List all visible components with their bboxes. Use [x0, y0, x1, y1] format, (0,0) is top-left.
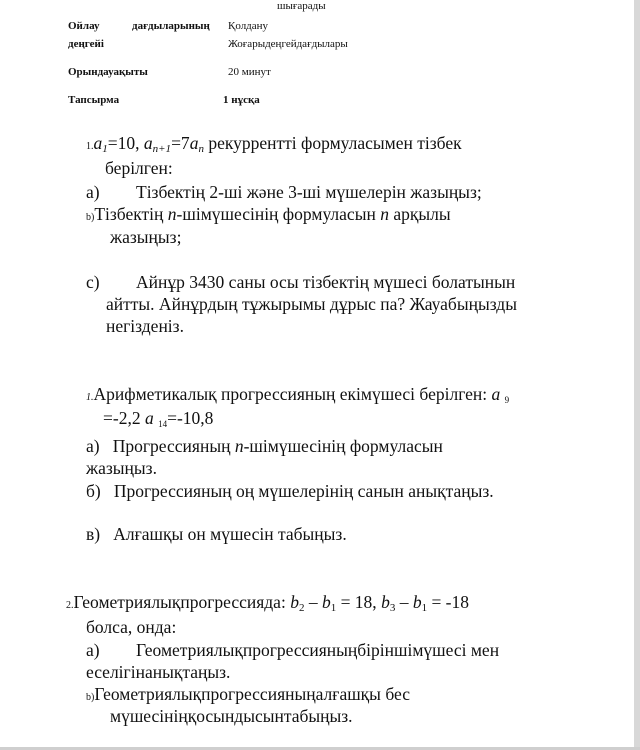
skill-label-3: деңгейі — [68, 38, 104, 50]
q1a-label: a) — [86, 182, 100, 202]
q3a-label: a) — [86, 640, 100, 660]
q3-line1: 2.Геометриялықпрогрессияда: $b_2 - b_1 = 18$, $b_3 - b_1 = -18$ — [66, 592, 470, 614]
q3a-text: Геометриялықпрогрессияныңбіріншімүшесі мен — [136, 640, 500, 660]
variant-label: 1 нұсқа — [223, 94, 260, 106]
q1c-label: c) — [86, 272, 100, 292]
q2a-line2: жазыңыз. — [86, 458, 157, 478]
q1c-line2: айтты. Айнұрдың тұжырымы дұрыс па? Жауабыңызды — [106, 294, 517, 314]
q2-line1: 1.Арифметикалық прогрессияның екімүшесі берілген: a $_9$ — [86, 384, 510, 405]
right-scan-edge — [634, 0, 640, 750]
q3a-line2: еселігінанықтаңыз. — [86, 662, 231, 682]
skill-value-1: Қолдану — [228, 20, 269, 32]
q1b-line1: b)Тізбектің n-шімүшесінің формуласын n арқылы — [86, 204, 451, 224]
q3b-line2: мүшесініңқосындысынтабыңыз. — [110, 706, 353, 726]
q1c-line3: негізденіз. — [106, 316, 184, 336]
q1-line1: $1.a_1=10$, $a_{n+1}=7a_n$ рекуррентті формуласымен тізбек — [86, 133, 462, 155]
q1a-text: Тізбектің 2-ші және 3-ші мүшелерін жазыңыз; — [136, 182, 482, 202]
skill-value-2: Жоғарыдеңгейдағдылары — [228, 38, 348, 50]
header-top-cut: шығарады — [277, 0, 326, 12]
task-label: Тапсырма — [68, 94, 120, 106]
time-label: Орындауақыты — [68, 66, 148, 78]
q1b-line2: жазыңыз; — [110, 227, 182, 247]
skill-label-2: дағдыларының — [132, 20, 210, 32]
q1c-text: Айнұр 3430 саны осы тізбектің мүшесі болатынын — [136, 272, 516, 292]
q2-line2: =-2,2 a $_{14}$=-10,8 — [103, 408, 214, 429]
q3-line2: болса, онда: — [86, 617, 177, 637]
q3-number: 2. — [66, 600, 74, 611]
q2a-line1: a) Прогрессияның n-шімүшесінің формуласын — [86, 436, 443, 456]
q3b-line1: b)Геометриялықпрогрессияныңалғашқы бес — [86, 684, 410, 704]
time-value: 20 минут — [228, 66, 271, 78]
skill-label-1: Ойлау — [68, 20, 100, 32]
q1-number: 1. — [86, 141, 94, 152]
q2c-line: в) Алғашқы он мүшесін табыңыз. — [86, 524, 347, 544]
q2-number: 1. — [86, 392, 94, 403]
q1-line2: берілген: — [105, 158, 173, 178]
q2b-line: б) Прогрессияның оң мүшелерінің санын анықтаңыз. — [86, 481, 494, 501]
